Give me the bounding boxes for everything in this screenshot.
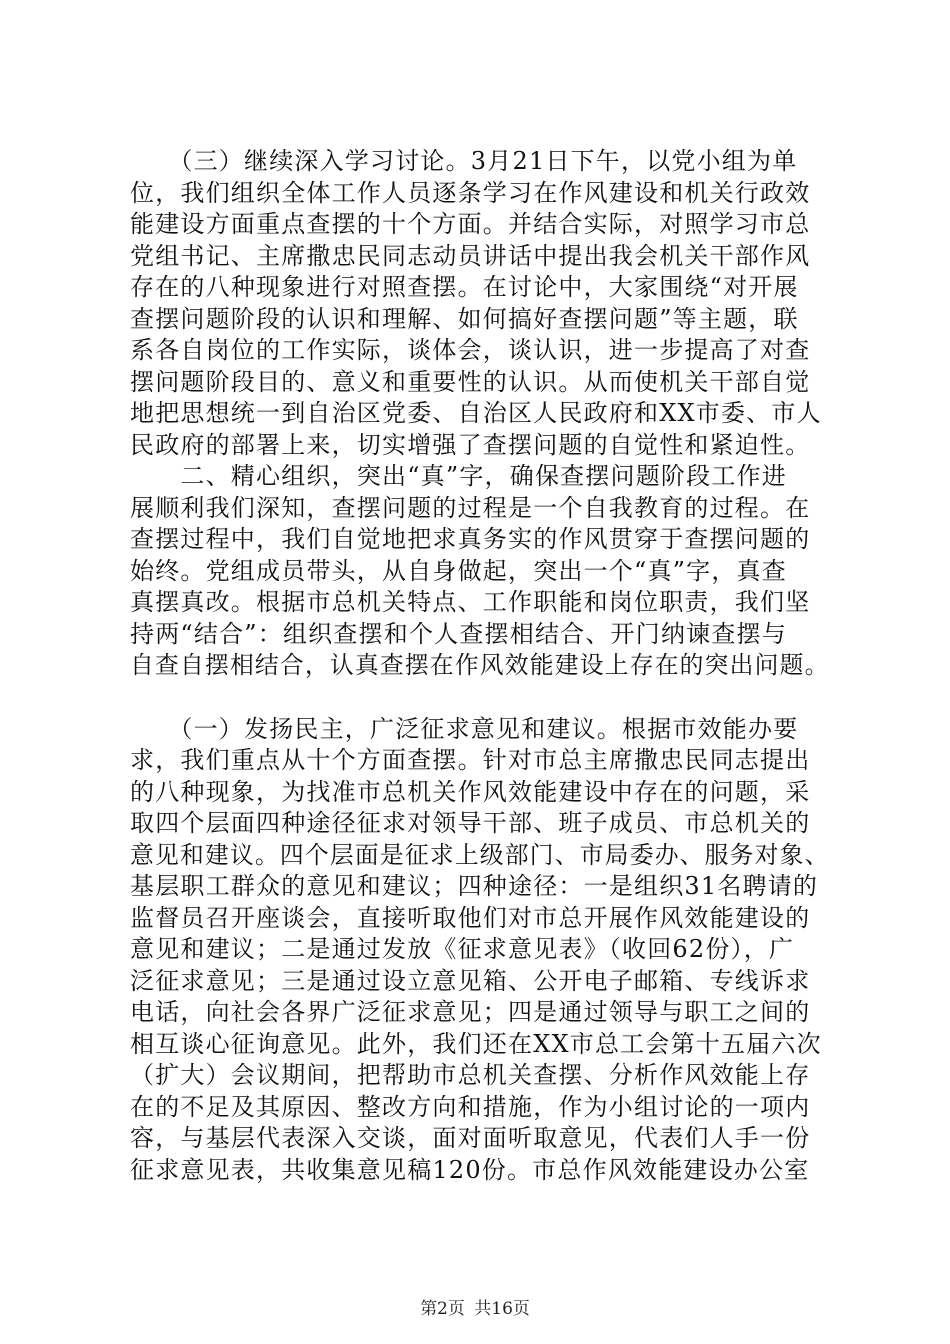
text-line: 展顺利我们深知，查摆问题的过程是一个自我教育的过程。在	[130, 493, 811, 522]
text-line: 在的不足及其原因、整改方向和措施，作为小组讨论的一项内	[130, 1092, 811, 1121]
paragraph-solicit-opinions	[130, 714, 830, 1187]
text-line: 能建设方面重点查摆的十个方面。并结合实际，对照学习市总	[130, 210, 811, 238]
page-total: 共16页	[474, 1299, 530, 1319]
text-line: 容，与基层代表深入交谈，面对面听取意见，代表们人手一份	[130, 1124, 811, 1152]
paragraph-spacer	[130, 682, 830, 714]
text-line: 查摆过程中，我们自觉地把求真务实的作风贯穿于查摆问题的	[130, 525, 811, 553]
text-line: （扩大）会议期间，把帮助市总机关查摆、分析作风效能上存	[130, 1061, 811, 1089]
text-line: 系各自岗位的工作实际，谈体会，谈认识，进一步提高了对查	[130, 336, 811, 364]
paragraph-section-two	[130, 461, 830, 682]
text-line: 真摆真改。根据市总机关特点、工作职能和岗位职责，我们坚	[130, 588, 811, 616]
text-line: 取四个层面四种途径征求对领导干部、班子成员、市总机关的	[130, 809, 811, 837]
text-line: 征求意见表，共收集意见稿120份。市总作风效能建设办公室	[130, 1155, 810, 1184]
text-line: 存在的八种现象进行对照查摆。在讨论中，大家围绕“对开展	[130, 273, 799, 301]
text-line: 基层职工群众的意见和建议；四种途径：一是组织31名聘请的	[130, 872, 819, 900]
text-line: 党组书记、主席撒忠民同志动员讲话中提出我会机关干部作风	[130, 241, 811, 270]
text-line: 相互谈心征询意见。此外，我们还在XX市总工会第十五届六次	[130, 1029, 822, 1058]
text-line: 地把思想统一到自治区党委、自治区人民政府和XX市委、市人	[130, 399, 822, 427]
document-body	[130, 146, 830, 1186]
text-line: 泛征求意见；三是通过设立意见箱、公开电子邮箱、专线诉求	[130, 966, 811, 995]
page-footer	[0, 1297, 950, 1321]
text-line: 持两“结合”：组织查摆和个人查摆相结合、开门纳谏查摆与	[130, 619, 787, 648]
text-line: 意见和建议。四个层面是征求上级部门、市局委办、服务对象、	[130, 840, 830, 869]
text-line: （三）继续深入学习讨论。3月21日下午，以党小组为单	[130, 147, 798, 175]
text-line: 求，我们重点从十个方面查摆。针对市总主席撒忠民同志提出	[130, 746, 811, 774]
text-line: 监督员召开座谈会，直接听取他们对市总开展作风效能建设的	[130, 903, 811, 932]
text-line: 的八种现象，为找准市总机关作风效能建设中存在的问题，采	[130, 777, 811, 806]
paragraph-study-discussion	[130, 146, 830, 461]
text-line: 意见和建议；二是通过发放《征求意见表》（收回62份），广	[130, 935, 795, 963]
text-line: （一）发扬民主，广泛征求意见和建议。根据市效能办要	[130, 714, 799, 743]
text-line: 二、精心组织，突出“真”字，确保查摆问题阶段工作进	[130, 462, 787, 490]
text-line: 自查自摆相结合，认真查摆在作风效能建设上存在的突出问题。	[130, 651, 830, 679]
text-line: 位，我们组织全体工作人员逐条学习在作风建设和机关行政效	[130, 178, 811, 207]
text-line: 查摆问题阶段的认识和理解、如何搞好查摆问题”等主题，联	[130, 304, 799, 333]
text-line: 始终。党组成员带头，从自身做起，突出一个“真”字，真查	[130, 556, 787, 585]
page-number: 第2页	[420, 1299, 465, 1319]
text-line: 摆问题阶段目的、意义和重要性的认识。从而使机关干部自觉	[130, 367, 811, 396]
text-line: 民政府的部署上来，切实增强了查摆问题的自觉性和紧迫性。	[130, 430, 811, 459]
text-line: 电话，向社会各界广泛征求意见；四是通过领导与职工之间的	[130, 998, 811, 1026]
